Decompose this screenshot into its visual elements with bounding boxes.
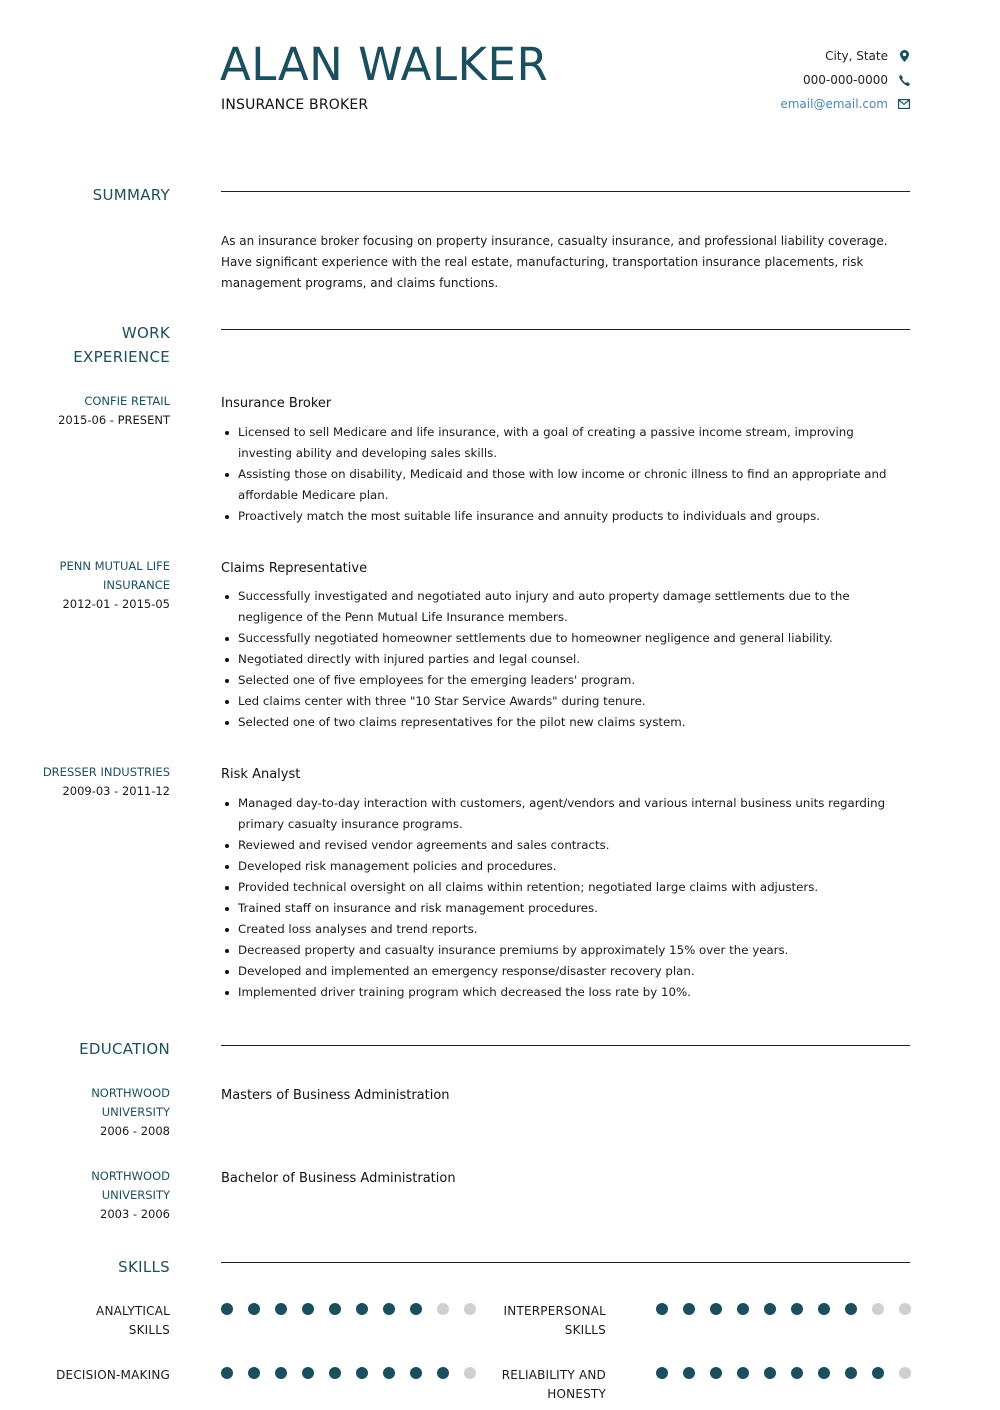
rating-dot-filled	[410, 1303, 422, 1315]
rating-dot-empty	[899, 1303, 911, 1315]
summary-heading: SUMMARY	[92, 186, 170, 204]
skill-label-line1: INTERPERSONAL	[503, 1304, 606, 1318]
rating-dot-filled	[818, 1367, 830, 1379]
location-text: City, State	[825, 49, 888, 63]
rating-dot-filled	[845, 1303, 857, 1315]
school-name-line2: UNIVERSITY	[101, 1188, 170, 1202]
job-company-line1: PENN MUTUAL LIFE	[59, 559, 170, 573]
rating-dot-filled	[275, 1367, 287, 1379]
job-bullets	[221, 793, 911, 1003]
rating-dot-filled	[248, 1303, 260, 1315]
rating-dot-filled	[383, 1303, 395, 1315]
job-dates: 2012-01 - 2015-05	[62, 597, 170, 611]
skill-label	[456, 1302, 606, 1340]
list-item: Trained staff on insurance and risk management procedures.	[221, 898, 911, 919]
skill-label	[456, 1366, 606, 1404]
job-role: Claims Representative	[221, 561, 368, 576]
rating-dot-filled	[683, 1367, 695, 1379]
school-name-line1: NORTHWOOD	[91, 1169, 170, 1183]
list-item: Developed and implemented an emergency response/disaster recovery plan.	[221, 961, 911, 982]
list-item: Reviewed and revised vendor agreements and sales contracts.	[221, 835, 911, 856]
job-company-line2: INSURANCE	[102, 578, 170, 592]
education-heading: EDUCATION	[79, 1040, 170, 1058]
skill-label-line1: DECISION-MAKING	[56, 1368, 170, 1382]
list-item: Licensed to sell Medicare and life insurance, with a goal of creating a passive income stream, improving investing ability and developing sales skills.	[221, 422, 911, 464]
job-company: DRESSER INDUSTRIES	[42, 765, 170, 779]
school-dates: 2003 - 2006	[100, 1207, 170, 1221]
list-item: Successfully negotiated homeowner settlements due to homeowner negligence and general liability.	[221, 628, 911, 649]
skill-rating	[221, 1367, 476, 1379]
candidate-name: ALAN WALKER	[220, 38, 549, 91]
envelope-icon	[898, 97, 910, 111]
skills-heading: SKILLS	[118, 1258, 170, 1276]
rating-dot-empty	[437, 1303, 449, 1315]
rating-dot-empty	[872, 1303, 884, 1315]
list-item: Decreased property and casualty insurance premiums by approximately 15% over the years.	[221, 940, 911, 961]
list-item: Successfully investigated and negotiated auto injury and auto property damage settlements due to the negligence of the Penn Mutual Life Insurance members.	[221, 586, 911, 628]
skill-label	[20, 1302, 170, 1340]
rating-dot-empty	[899, 1367, 911, 1379]
education-divider	[221, 1045, 910, 1046]
rating-dot-filled	[248, 1367, 260, 1379]
job-role: Insurance Broker	[221, 396, 332, 411]
skill-label-line2: SKILLS	[128, 1323, 170, 1337]
map-pin-icon	[898, 49, 910, 63]
rating-dot-filled	[872, 1367, 884, 1379]
rating-dot-filled	[221, 1367, 233, 1379]
rating-dot-filled	[383, 1367, 395, 1379]
list-item: Provided technical oversight on all claims within retention; negotiated large claims with adjusters.	[221, 877, 911, 898]
list-item: Created loss analyses and trend reports.	[221, 919, 911, 940]
skill-label-line2: HONESTY	[547, 1387, 606, 1401]
experience-divider	[221, 329, 910, 330]
skill-label-line1: RELIABILITY AND	[501, 1368, 606, 1382]
skill-label	[20, 1366, 170, 1385]
job-company: CONFIE RETAIL	[84, 394, 170, 408]
school-name	[20, 1167, 170, 1205]
skill-rating	[656, 1303, 911, 1315]
job-bullets	[221, 586, 911, 733]
rating-dot-filled	[791, 1303, 803, 1315]
rating-dot-filled	[683, 1303, 695, 1315]
summary-text: As an insurance broker focusing on property insurance, casualty insurance, and professional liability coverage. Have significant experience with the real estate, manufacturing, transportation insurance placements, risk management programs, and claims functions.	[221, 234, 888, 290]
degree-title: Bachelor of Business Administration	[221, 1171, 456, 1186]
email-link[interactable]: email@email.com	[780, 97, 888, 111]
rating-dot-filled	[437, 1367, 449, 1379]
rating-dot-filled	[710, 1367, 722, 1379]
list-item: Managed day-to-day interaction with customers, agent/vendors and various internal business units regarding primary casualty insurance programs.	[221, 793, 911, 835]
email-row[interactable]	[610, 92, 910, 116]
contact-info	[610, 44, 910, 116]
rating-dot-filled	[329, 1367, 341, 1379]
rating-dot-filled	[764, 1367, 776, 1379]
list-item: Selected one of two claims representatives for the pilot new claims system.	[221, 712, 911, 733]
school-name-line1: NORTHWOOD	[91, 1086, 170, 1100]
rating-dot-filled	[656, 1367, 668, 1379]
rating-dot-filled	[221, 1303, 233, 1315]
skill-label-line2: SKILLS	[564, 1323, 606, 1337]
job-title: INSURANCE BROKER	[221, 97, 369, 113]
rating-dot-filled	[737, 1367, 749, 1379]
experience-heading-line2: EXPERIENCE	[73, 348, 170, 366]
rating-dot-filled	[845, 1367, 857, 1379]
phone-text: 000-000-0000	[802, 73, 888, 87]
school-name	[20, 1084, 170, 1122]
rating-dot-filled	[275, 1303, 287, 1315]
rating-dot-filled	[656, 1303, 668, 1315]
job-dates: 2009-03 - 2011-12	[62, 784, 170, 798]
skill-rating	[656, 1367, 911, 1379]
school-name-line2: UNIVERSITY	[101, 1105, 170, 1119]
rating-dot-filled	[356, 1303, 368, 1315]
skills-divider	[221, 1262, 910, 1263]
summary-divider	[221, 191, 910, 192]
rating-dot-filled	[356, 1367, 368, 1379]
rating-dot-filled	[764, 1303, 776, 1315]
rating-dot-filled	[410, 1367, 422, 1379]
list-item: Implemented driver training program which decreased the loss rate by 10%.	[221, 982, 911, 1003]
list-item: Selected one of five employees for the emerging leaders' program.	[221, 670, 911, 691]
location-row	[610, 44, 910, 68]
list-item: Assisting those on disability, Medicaid and those with low income or chronic illness to find an appropriate and affordable Medicare plan.	[221, 464, 911, 506]
job-role: Risk Analyst	[221, 767, 301, 782]
skill-rating	[221, 1303, 476, 1315]
rating-dot-filled	[818, 1303, 830, 1315]
list-item: Developed risk management policies and procedures.	[221, 856, 911, 877]
rating-dot-filled	[737, 1303, 749, 1315]
rating-dot-filled	[302, 1367, 314, 1379]
rating-dot-filled	[710, 1303, 722, 1315]
phone-icon	[898, 73, 910, 87]
school-dates: 2006 - 2008	[100, 1124, 170, 1138]
rating-dot-filled	[302, 1303, 314, 1315]
rating-dot-filled	[329, 1303, 341, 1315]
rating-dot-filled	[791, 1367, 803, 1379]
list-item: Negotiated directly with injured parties and legal counsel.	[221, 649, 911, 670]
degree-title: Masters of Business Administration	[221, 1088, 450, 1103]
phone-row	[610, 68, 910, 92]
experience-heading-line1: WORK	[121, 324, 170, 342]
list-item: Led claims center with three "10 Star Service Awards" during tenure.	[221, 691, 911, 712]
job-bullets	[221, 422, 911, 527]
job-dates: 2015-06 - PRESENT	[58, 413, 170, 427]
list-item: Proactively match the most suitable life insurance and annuity products to individuals and groups.	[221, 506, 911, 527]
job-company	[20, 557, 170, 595]
skill-label-line1: ANALYTICAL	[96, 1304, 170, 1318]
experience-heading	[20, 321, 170, 369]
